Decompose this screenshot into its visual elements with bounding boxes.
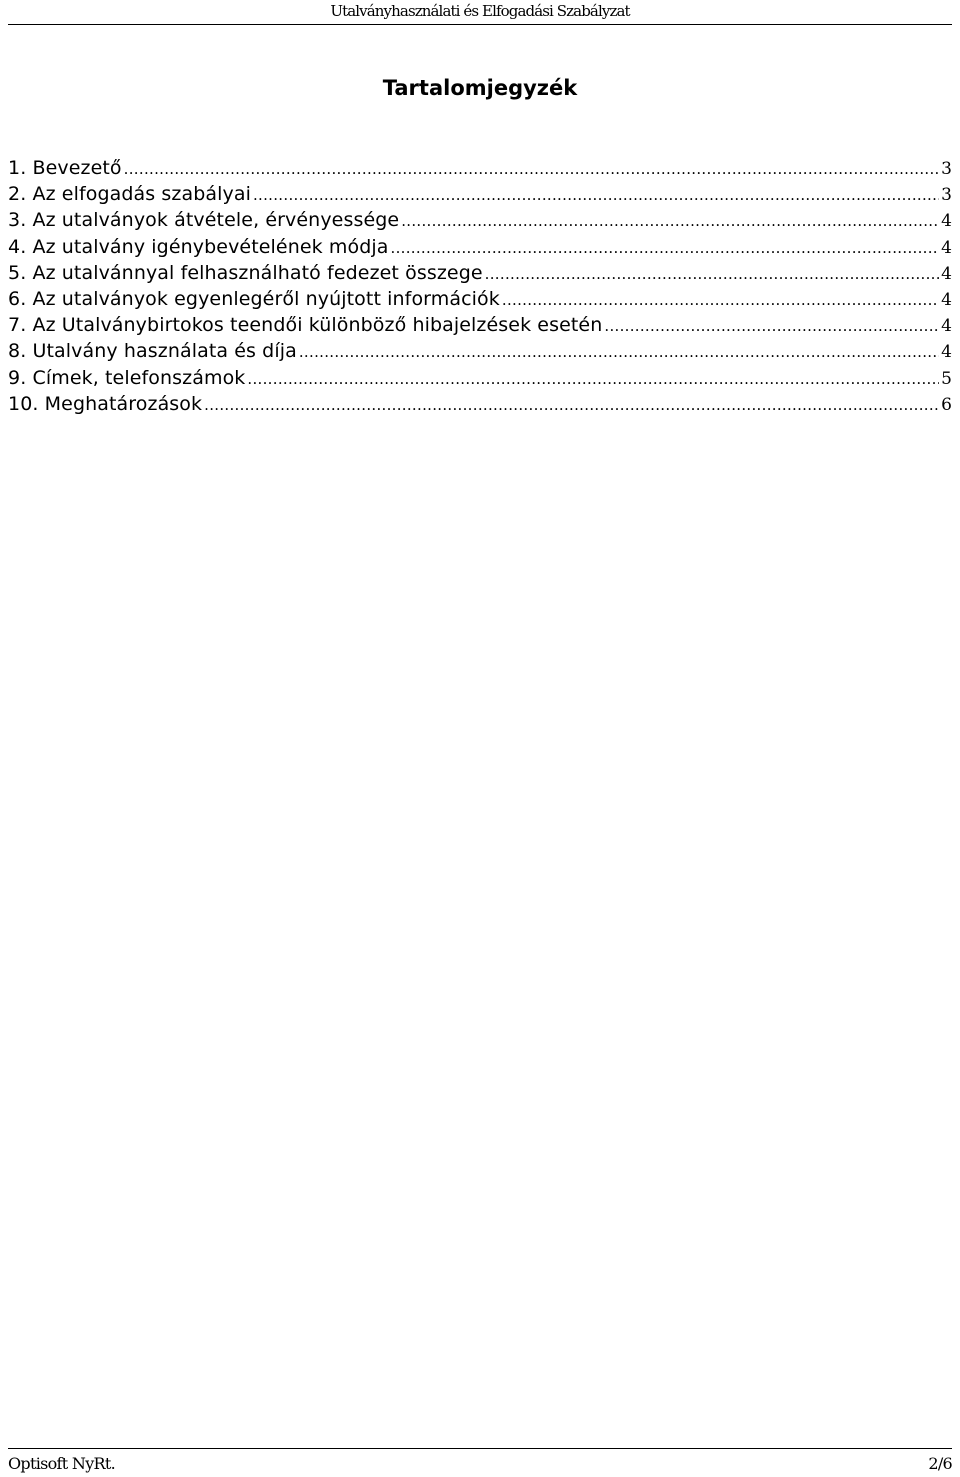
toc-heading: Tartalomjegyzék [382, 76, 578, 100]
toc-leader-dots [247, 366, 939, 392]
toc-entry-page: 4 [941, 289, 952, 310]
toc-entry-text: 9. Címek, telefonszámok [8, 366, 246, 389]
company-name: Optisoft NyRt. [8, 1454, 115, 1473]
toc-entry-page: 4 [941, 316, 952, 337]
toc-entry-text: 4. Az utalvány igénybevételének módja [8, 235, 389, 258]
toc-entry-text: 6. Az utalványok egyenlegéről nyújtott információk [8, 287, 500, 310]
toc-leader-dots [253, 182, 939, 208]
toc-leader-dots [604, 313, 939, 339]
toc-entry-page: 5 [941, 368, 952, 389]
toc-leader-dots [299, 339, 939, 365]
toc-entry-page: 4 [941, 211, 952, 232]
document-title: Utalványhasználati és Elfogadási Szabályzat [330, 2, 630, 20]
toc-entry-page: 4 [941, 237, 952, 258]
toc-entry-5[interactable] [8, 260, 952, 286]
toc-entry-text: 7. Az Utalványbirtokos teendői különböző hibajelzések esetén [8, 314, 603, 337]
toc-leader-dots [502, 287, 939, 313]
toc-entry-3[interactable] [8, 207, 952, 233]
toc-entry-text: 3. Az utalványok átvétele, érvényessége [8, 209, 400, 232]
page-header [8, 0, 952, 25]
table-of-contents [8, 155, 952, 417]
toc-entry-6[interactable] [8, 286, 952, 312]
toc-leader-dots [485, 261, 940, 287]
toc-entry-7[interactable] [8, 312, 952, 338]
toc-leader-dots [391, 235, 940, 261]
toc-leader-dots [401, 208, 939, 234]
toc-entry-9[interactable] [8, 365, 952, 391]
page-footer [8, 1448, 952, 1475]
toc-entry-page: 6 [941, 394, 952, 415]
toc-entry-page: 3 [941, 185, 952, 206]
page-number: 2/6 [928, 1454, 952, 1473]
toc-entry-text: 8. Utalvány használata és díja [8, 340, 297, 363]
toc-leader-dots [204, 392, 939, 418]
toc-leader-dots [124, 156, 940, 182]
toc-entry-10[interactable] [8, 391, 952, 417]
toc-entry-8[interactable] [8, 338, 952, 364]
toc-entry-1[interactable] [8, 155, 952, 181]
toc-entry-page: 4 [941, 342, 952, 363]
toc-entry-4[interactable] [8, 234, 952, 260]
toc-entry-page: 3 [941, 159, 952, 179]
toc-entry-2[interactable] [8, 181, 952, 207]
toc-entry-text: 5. Az utalvánnyal felhasználható fedezet összege [8, 261, 483, 284]
toc-entry-text: 10. Meghatározások [8, 392, 203, 415]
toc-entry-text: 2. Az elfogadás szabályai [8, 183, 251, 206]
toc-entry-text: 1. Bevezető [8, 157, 122, 179]
toc-entry-page: 4 [941, 263, 952, 284]
